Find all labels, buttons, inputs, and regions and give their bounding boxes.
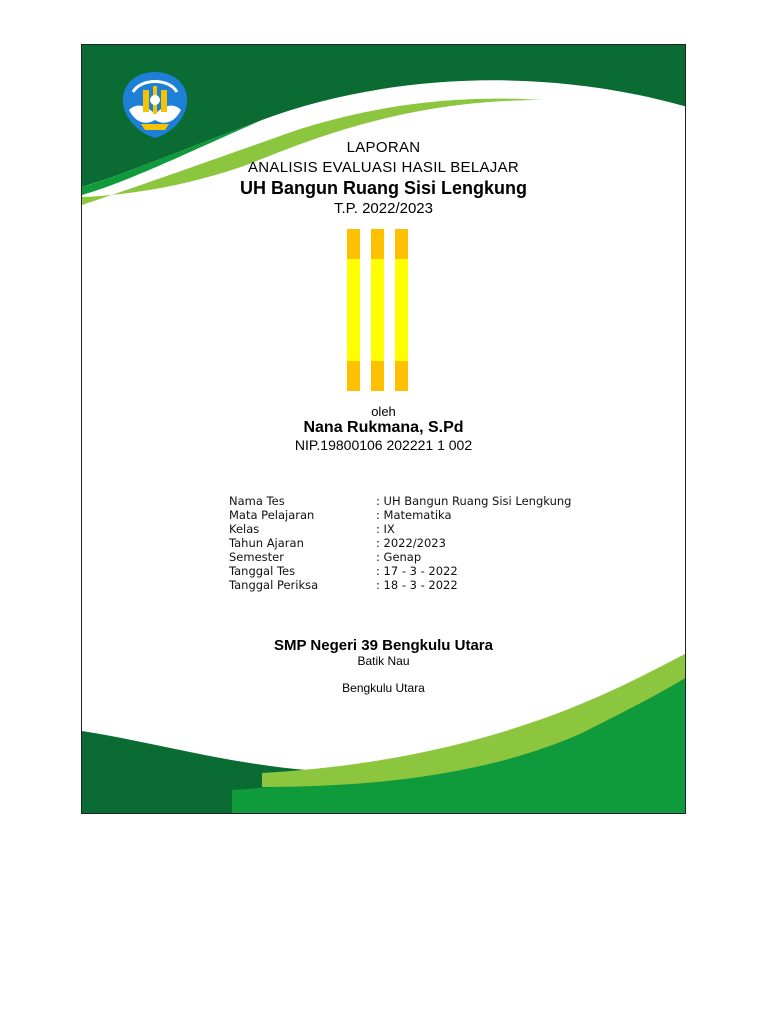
report-title: UH Bangun Ruang Sisi Lengkung	[240, 178, 527, 198]
detail-row	[229, 522, 571, 536]
detail-value: : UH Bangun Ruang Sisi Lengkung	[376, 494, 572, 508]
school-address-line1: Batik Nau	[357, 654, 410, 668]
author-name: Nana Rukmana, S.Pd	[303, 419, 464, 436]
detail-value: : Genap	[376, 550, 422, 564]
decorative-pillars	[347, 229, 409, 391]
detail-value: : Matematika	[376, 508, 452, 522]
report-cover	[81, 44, 686, 814]
detail-label: Semester	[229, 550, 284, 564]
detail-value: : 2022/2023	[376, 536, 446, 550]
detail-label: Nama Tes	[229, 494, 285, 508]
detail-row	[229, 564, 571, 578]
detail-row	[229, 494, 571, 508]
report-label: LAPORAN	[346, 139, 421, 156]
tut-wuri-handayani-emblem-icon	[117, 70, 193, 140]
detail-label: Mata Pelajaran	[229, 508, 315, 522]
academic-year: T.P. 2022/2023	[334, 200, 433, 217]
by-label: oleh	[371, 404, 396, 419]
detail-value: : 17 - 3 - 2022	[376, 564, 458, 578]
detail-row	[229, 550, 571, 564]
detail-row	[229, 508, 571, 522]
detail-row	[229, 536, 571, 550]
test-details	[229, 494, 571, 592]
school-address-line2: Bengkulu Utara	[342, 681, 425, 695]
detail-value: : IX	[376, 522, 395, 536]
report-subtitle: ANALISIS EVALUASI HASIL BELAJAR	[247, 159, 520, 176]
detail-label: Tanggal Periksa	[229, 578, 319, 592]
detail-label: Kelas	[229, 522, 260, 536]
detail-value: : 18 - 3 - 2022	[376, 578, 458, 592]
detail-row	[229, 578, 571, 592]
detail-label: Tahun Ajaran	[229, 536, 304, 550]
author-nip: NIP.19800106 202221 1 002	[294, 437, 473, 453]
detail-label: Tanggal Tes	[229, 564, 296, 578]
school-name: SMP Negeri 39 Bengkulu Utara	[274, 637, 493, 654]
